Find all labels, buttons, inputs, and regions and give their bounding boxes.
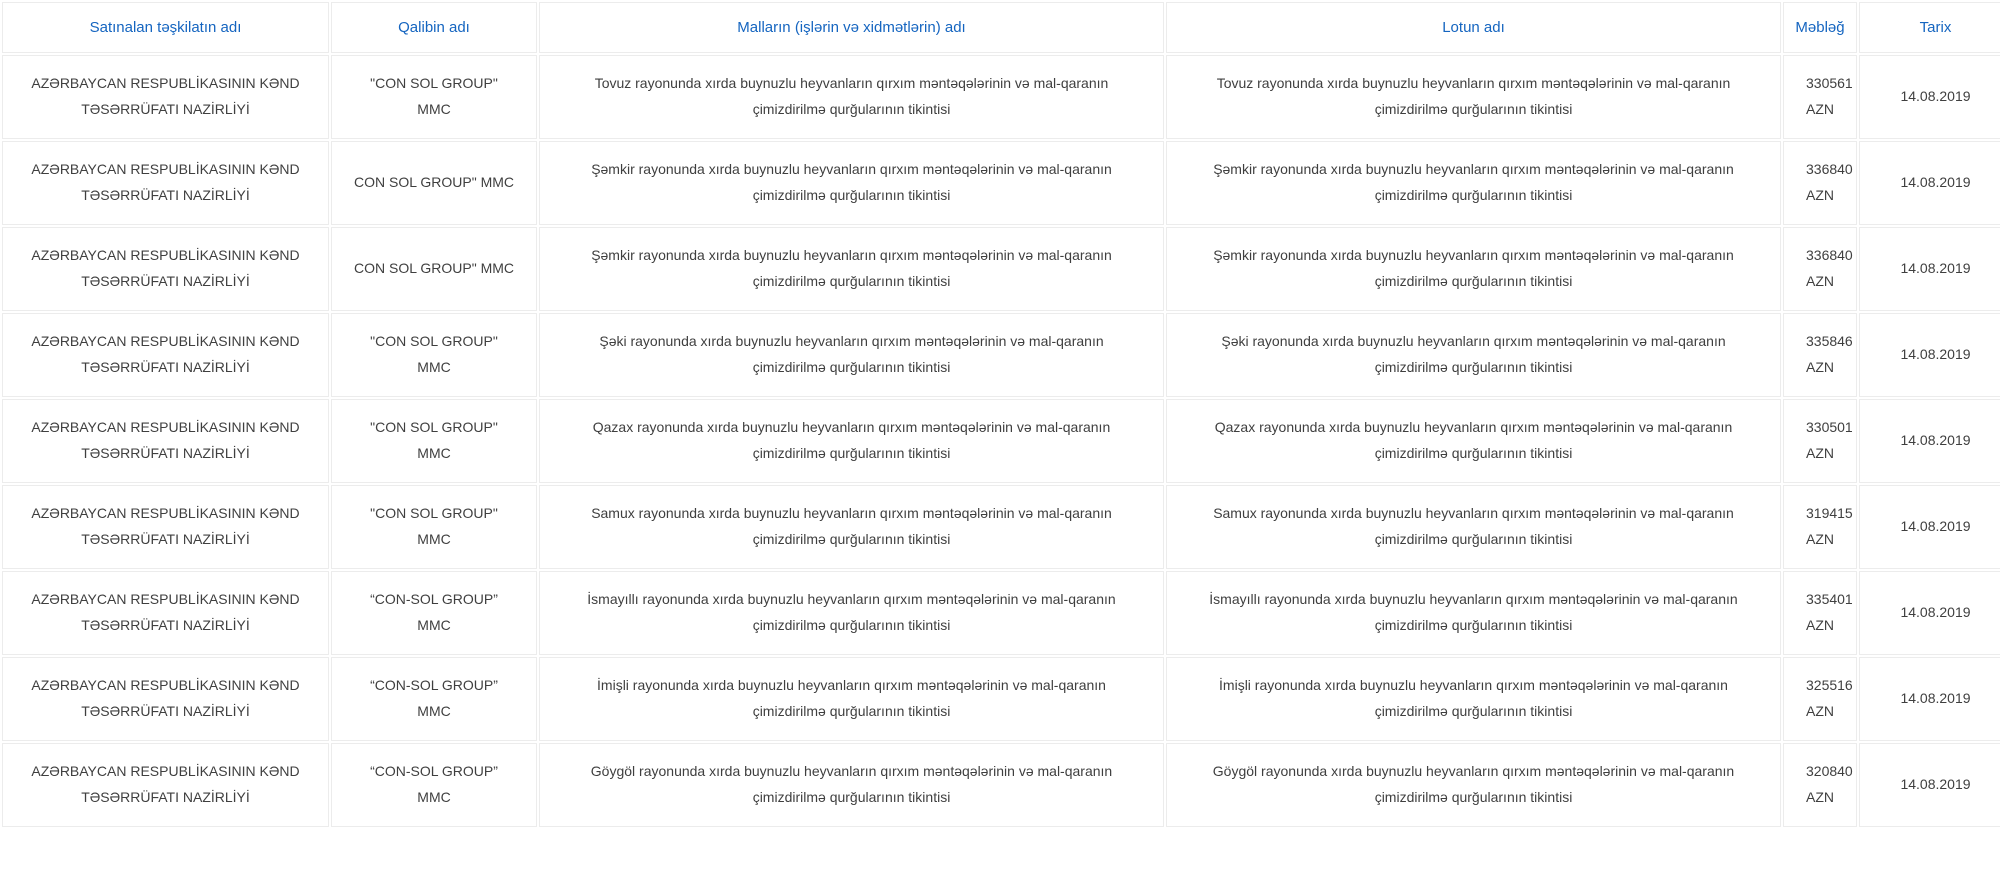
table-row — [2, 657, 2000, 741]
cell-lot: Tovuz rayonunda xırda buynuzlu heyvanların qırxım məntəqələrinin və mal-qaranın çimizdirilmə qurğularının tikintisi — [1166, 55, 1781, 139]
amount-currency: AZN — [1806, 531, 1834, 547]
cell-date: 14.08.2019 — [1859, 141, 2000, 225]
col-header-date[interactable]: Tarix — [1859, 2, 2000, 53]
table-row — [2, 55, 2000, 139]
cell-date: 14.08.2019 — [1859, 227, 2000, 311]
amount-value: 336840 — [1806, 247, 1853, 264]
cell-lot: Şəmkir rayonunda xırda buynuzlu heyvanların qırxım məntəqələrinin və mal-qaranın çimizdirilmə qurğularının tikintisi — [1166, 141, 1781, 225]
table-row — [2, 743, 2000, 827]
cell-goods: Şəmkir rayonunda xırda buynuzlu heyvanların qırxım məntəqələrinin və mal-qaranın çimizdirilmə qurğularının tikintisi — [539, 227, 1164, 311]
col-header-winner[interactable]: Qalibin adı — [331, 2, 537, 53]
cell-winner: CON SOL GROUP" MMC — [331, 227, 537, 311]
cell-lot: İmişli rayonunda xırda buynuzlu heyvanların qırxım məntəqələrinin və mal-qaranın çimizdirilmə qurğularının tikintisi — [1166, 657, 1781, 741]
cell-lot: Samux rayonunda xırda buynuzlu heyvanların qırxım məntəqələrinin və mal-qaranın çimizdirilmə qurğularının tikintisi — [1166, 485, 1781, 569]
cell-buyer: AZƏRBAYCAN RESPUBLİKASININ KƏND TƏSƏRRÜFATI NAZİRLİYİ — [2, 657, 329, 741]
cell-amount — [1783, 399, 1857, 483]
cell-date: 14.08.2019 — [1859, 657, 2000, 741]
amount-currency: AZN — [1806, 273, 1834, 289]
cell-amount — [1783, 227, 1857, 311]
table-row — [2, 313, 2000, 397]
amount-currency: AZN — [1806, 359, 1834, 375]
table-row — [2, 571, 2000, 655]
cell-buyer: AZƏRBAYCAN RESPUBLİKASININ KƏND TƏSƏRRÜFATI NAZİRLİYİ — [2, 485, 329, 569]
cell-buyer: AZƏRBAYCAN RESPUBLİKASININ KƏND TƏSƏRRÜFATI NAZİRLİYİ — [2, 227, 329, 311]
cell-date: 14.08.2019 — [1859, 313, 2000, 397]
cell-date: 14.08.2019 — [1859, 743, 2000, 827]
amount-value: 336840 — [1806, 161, 1853, 178]
col-header-amount[interactable]: Məbləğ — [1783, 2, 1857, 53]
cell-date: 14.08.2019 — [1859, 485, 2000, 569]
col-header-buyer[interactable]: Satınalan təşkilatın adı — [2, 2, 329, 53]
cell-amount — [1783, 657, 1857, 741]
amount-value: 320840 — [1806, 763, 1853, 780]
cell-amount — [1783, 141, 1857, 225]
col-header-lot[interactable]: Lotun adı — [1166, 2, 1781, 53]
table-row — [2, 227, 2000, 311]
cell-buyer: AZƏRBAYCAN RESPUBLİKASININ KƏND TƏSƏRRÜFATI NAZİRLİYİ — [2, 571, 329, 655]
amount-value: 335401 — [1806, 591, 1853, 608]
cell-goods: İmişli rayonunda xırda buynuzlu heyvanların qırxım məntəqələrinin və mal-qaranın çimizdirilmə qurğularının tikintisi — [539, 657, 1164, 741]
col-header-goods[interactable]: Malların (işlərin və xidmətlərin) adı — [539, 2, 1164, 53]
header-row — [2, 2, 2000, 53]
cell-amount — [1783, 485, 1857, 569]
cell-goods: Qazax rayonunda xırda buynuzlu heyvanların qırxım məntəqələrinin və mal-qaranın çimizdirilmə qurğularının tikintisi — [539, 399, 1164, 483]
cell-amount — [1783, 743, 1857, 827]
table-row — [2, 485, 2000, 569]
amount-currency: AZN — [1806, 187, 1834, 203]
cell-amount — [1783, 313, 1857, 397]
cell-lot: İsmayıllı rayonunda xırda buynuzlu heyvanların qırxım məntəqələrinin və mal-qaranın çimizdirilmə qurğularının tikintisi — [1166, 571, 1781, 655]
cell-winner: "CON SOL GROUP" MMC — [331, 313, 537, 397]
cell-lot: Qazax rayonunda xırda buynuzlu heyvanların qırxım məntəqələrinin və mal-qaranın çimizdirilmə qurğularının tikintisi — [1166, 399, 1781, 483]
amount-currency: AZN — [1806, 445, 1834, 461]
cell-date: 14.08.2019 — [1859, 399, 2000, 483]
cell-winner: "CON SOL GROUP" MMC — [331, 55, 537, 139]
cell-winner: “CON-SOL GROUP” MMC — [331, 743, 537, 827]
cell-buyer: AZƏRBAYCAN RESPUBLİKASININ KƏND TƏSƏRRÜFATI NAZİRLİYİ — [2, 313, 329, 397]
cell-lot: Şəmkir rayonunda xırda buynuzlu heyvanların qırxım məntəqələrinin və mal-qaranın çimizdirilmə qurğularının tikintisi — [1166, 227, 1781, 311]
cell-buyer: AZƏRBAYCAN RESPUBLİKASININ KƏND TƏSƏRRÜFATI NAZİRLİYİ — [2, 55, 329, 139]
cell-goods: Göygöl rayonunda xırda buynuzlu heyvanların qırxım məntəqələrinin və mal-qaranın çimizdirilmə qurğularının tikintisi — [539, 743, 1164, 827]
amount-currency: AZN — [1806, 617, 1834, 633]
cell-buyer: AZƏRBAYCAN RESPUBLİKASININ KƏND TƏSƏRRÜFATI NAZİRLİYİ — [2, 141, 329, 225]
amount-value: 330501 — [1806, 419, 1853, 436]
cell-winner: "CON SOL GROUP" MMC — [331, 485, 537, 569]
amount-value: 319415 — [1806, 505, 1853, 522]
amount-value: 325516 — [1806, 677, 1853, 694]
cell-winner: CON SOL GROUP" MMC — [331, 141, 537, 225]
cell-goods: İsmayıllı rayonunda xırda buynuzlu heyvanların qırxım məntəqələrinin və mal-qaranın çimizdirilmə qurğularının tikintisi — [539, 571, 1164, 655]
cell-winner: “CON-SOL GROUP” MMC — [331, 657, 537, 741]
amount-value: 330561 — [1806, 75, 1853, 92]
cell-buyer: AZƏRBAYCAN RESPUBLİKASININ KƏND TƏSƏRRÜFATI NAZİRLİYİ — [2, 743, 329, 827]
cell-goods: Samux rayonunda xırda buynuzlu heyvanların qırxım məntəqələrinin və mal-qaranın çimizdirilmə qurğularının tikintisi — [539, 485, 1164, 569]
cell-amount — [1783, 55, 1857, 139]
cell-lot: Şəki rayonunda xırda buynuzlu heyvanların qırxım məntəqələrinin və mal-qaranın çimizdirilmə qurğularının tikintisi — [1166, 313, 1781, 397]
cell-winner: “CON-SOL GROUP” MMC — [331, 571, 537, 655]
amount-currency: AZN — [1806, 789, 1834, 805]
cell-lot: Göygöl rayonunda xırda buynuzlu heyvanların qırxım məntəqələrinin və mal-qaranın çimizdirilmə qurğularının tikintisi — [1166, 743, 1781, 827]
cell-date: 14.08.2019 — [1859, 55, 2000, 139]
cell-buyer: AZƏRBAYCAN RESPUBLİKASININ KƏND TƏSƏRRÜFATI NAZİRLİYİ — [2, 399, 329, 483]
amount-value: 335846 — [1806, 333, 1853, 350]
cell-goods: Tovuz rayonunda xırda buynuzlu heyvanların qırxım məntəqələrinin və mal-qaranın çimizdirilmə qurğularının tikintisi — [539, 55, 1164, 139]
cell-date: 14.08.2019 — [1859, 571, 2000, 655]
cell-goods: Şəmkir rayonunda xırda buynuzlu heyvanların qırxım məntəqələrinin və mal-qaranın çimizdirilmə qurğularının tikintisi — [539, 141, 1164, 225]
table-row — [2, 399, 2000, 483]
cell-winner: "CON SOL GROUP" MMC — [331, 399, 537, 483]
table-row — [2, 141, 2000, 225]
amount-currency: AZN — [1806, 101, 1834, 117]
cell-goods: Şəki rayonunda xırda buynuzlu heyvanların qırxım məntəqələrinin və mal-qaranın çimizdirilmə qurğularının tikintisi — [539, 313, 1164, 397]
amount-currency: AZN — [1806, 703, 1834, 719]
cell-amount — [1783, 571, 1857, 655]
